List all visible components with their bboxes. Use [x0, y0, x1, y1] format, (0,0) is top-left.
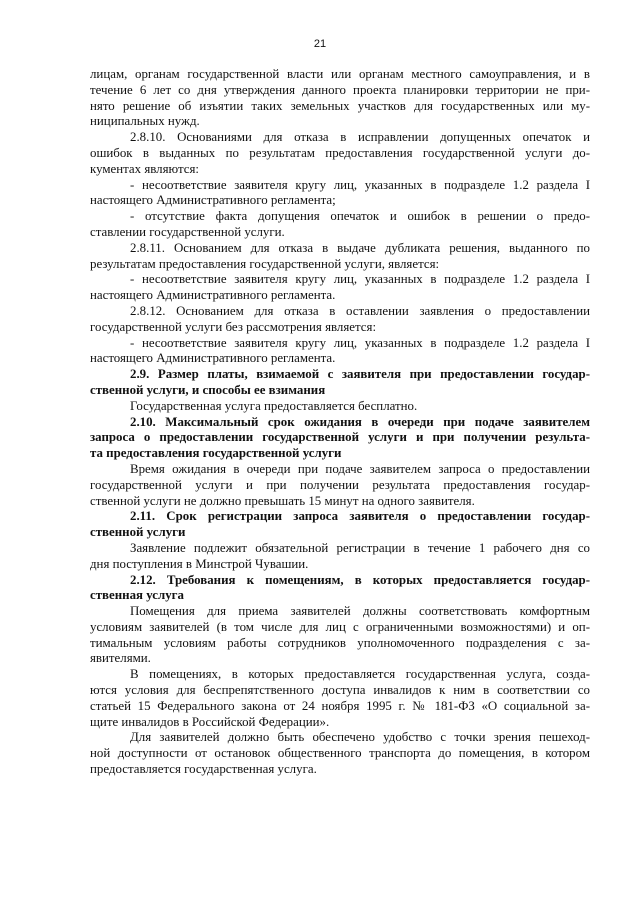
- text-line: щите инвалидов в Российской Федерации».: [90, 714, 330, 729]
- section-heading-line: ственной услуги, и способы ее взимания: [90, 382, 326, 397]
- text-line: - несоответствие заявителя кругу лиц, указанных в подразделе 1.2 раздела I: [130, 177, 590, 192]
- text-line: 2.8.12. Основанием для отказа в оставлении заявления о предоставлении: [130, 303, 590, 318]
- section-heading-line: 2.12. Требования к помещениям, в которых предоставляется государ-: [130, 572, 590, 587]
- section-heading-line: ственной услуги: [90, 525, 186, 540]
- text-line: Для заявителей должно быть обеспечено удобство с точки зрения пешеход-: [130, 730, 590, 745]
- text-line: ственной услуги не должно превышать 15 минут на одного заявителя.: [90, 493, 475, 508]
- text-line: ниципальных нужд.: [90, 114, 200, 129]
- text-line: В помещениях, в которых предоставляется государственная услуга, созда-: [130, 667, 590, 682]
- section-heading-line: та предоставления государственной услуги: [90, 446, 342, 461]
- text-line: результатам предоставления государственной услуги, является:: [90, 256, 440, 271]
- text-line: статьей 15 Федерального закона от 24 ноября 1995 г. № 181-ФЗ «О социальной за-: [90, 698, 590, 713]
- text-line: - несоответствие заявителя кругу лиц, указанных в подразделе 1.2 раздела I: [130, 272, 590, 287]
- text-line: - отсутствие факта допущения опечаток и ошибок в решении о предо-: [130, 209, 590, 224]
- text-line: кументах являются:: [90, 161, 200, 176]
- section-heading-line: 2.9. Размер платы, взимаемой с заявителя при предоставлении государ-: [130, 367, 590, 382]
- text-line: тимальным условиям работы сотрудников уполномоченного подразделения с за-: [90, 635, 590, 650]
- text-line: Заявление подлежит обязательной регистрации в течение 1 рабочего дня со: [130, 540, 590, 555]
- page-number: 21: [313, 38, 327, 50]
- text-line: явителями.: [90, 651, 151, 666]
- text-line: ставлении государственной услуги.: [90, 224, 285, 239]
- text-line: ной доступности от остановок общественного транспорта до помещения, в котором: [90, 746, 590, 761]
- section-heading-line: ственная услуга: [90, 588, 184, 603]
- text-line: 2.8.10. Основаниями для отказа в исправлении допущенных опечаток и: [130, 130, 590, 145]
- text-line: государственной услуги без рассмотрения является:: [90, 319, 377, 334]
- text-line: ются условия для беспрепятственного доступа инвалидов к ним в соответствии со: [90, 683, 590, 698]
- section-heading-line: запроса о предоставлении государственной услуги и при получении результа-: [90, 430, 590, 445]
- text-line: настоящего Административного регламента;: [90, 193, 336, 208]
- text-line: государственной услуги и при получении результата предоставления государ-: [90, 477, 590, 492]
- text-line: Время ожидания в очереди при подаче заявителем запроса о предоставлении: [130, 461, 590, 476]
- section-heading-line: 2.11. Срок регистрации запроса заявителя о предоставлении государ-: [130, 509, 590, 524]
- text-line: 2.8.11. Основанием для отказа в выдаче дубликата решения, выданного по: [130, 240, 590, 255]
- text-line: Государственная услуга предоставляется бесплатно.: [130, 398, 418, 413]
- text-line: настоящего Административного регламента.: [90, 288, 336, 303]
- text-line: течение 6 лет со дня утверждения данного проекта планировки территории не при-: [90, 82, 590, 97]
- text-line: предоставляется государственная услуга.: [90, 762, 317, 777]
- text-line: дня поступления в Минстрой Чувашии.: [90, 556, 309, 571]
- text-line: лицам, органам государственной власти или органам местного самоуправления, и в: [90, 67, 590, 81]
- section-heading-line: 2.10. Максимальный срок ожидания в очереди при подаче заявителем: [130, 414, 590, 429]
- text-line: - несоответствие заявителя кругу лиц, указанных в подразделе 1.2 раздела I: [130, 335, 590, 350]
- text-line: настоящего Административного регламента.: [90, 351, 336, 366]
- text-line: условиям заявителей (в том числе для лиц с ограниченными возможностями) и оп-: [90, 619, 590, 634]
- text-line: Помещения для приема заявителей должны соответствовать комфортным: [130, 604, 590, 619]
- document-body: [90, 67, 590, 778]
- text-line: ошибок в выданных по результатам предоставления государственной услуги до-: [90, 145, 590, 160]
- text-line: нято решение об изъятии таких земельных участков для государственных или му-: [90, 98, 590, 113]
